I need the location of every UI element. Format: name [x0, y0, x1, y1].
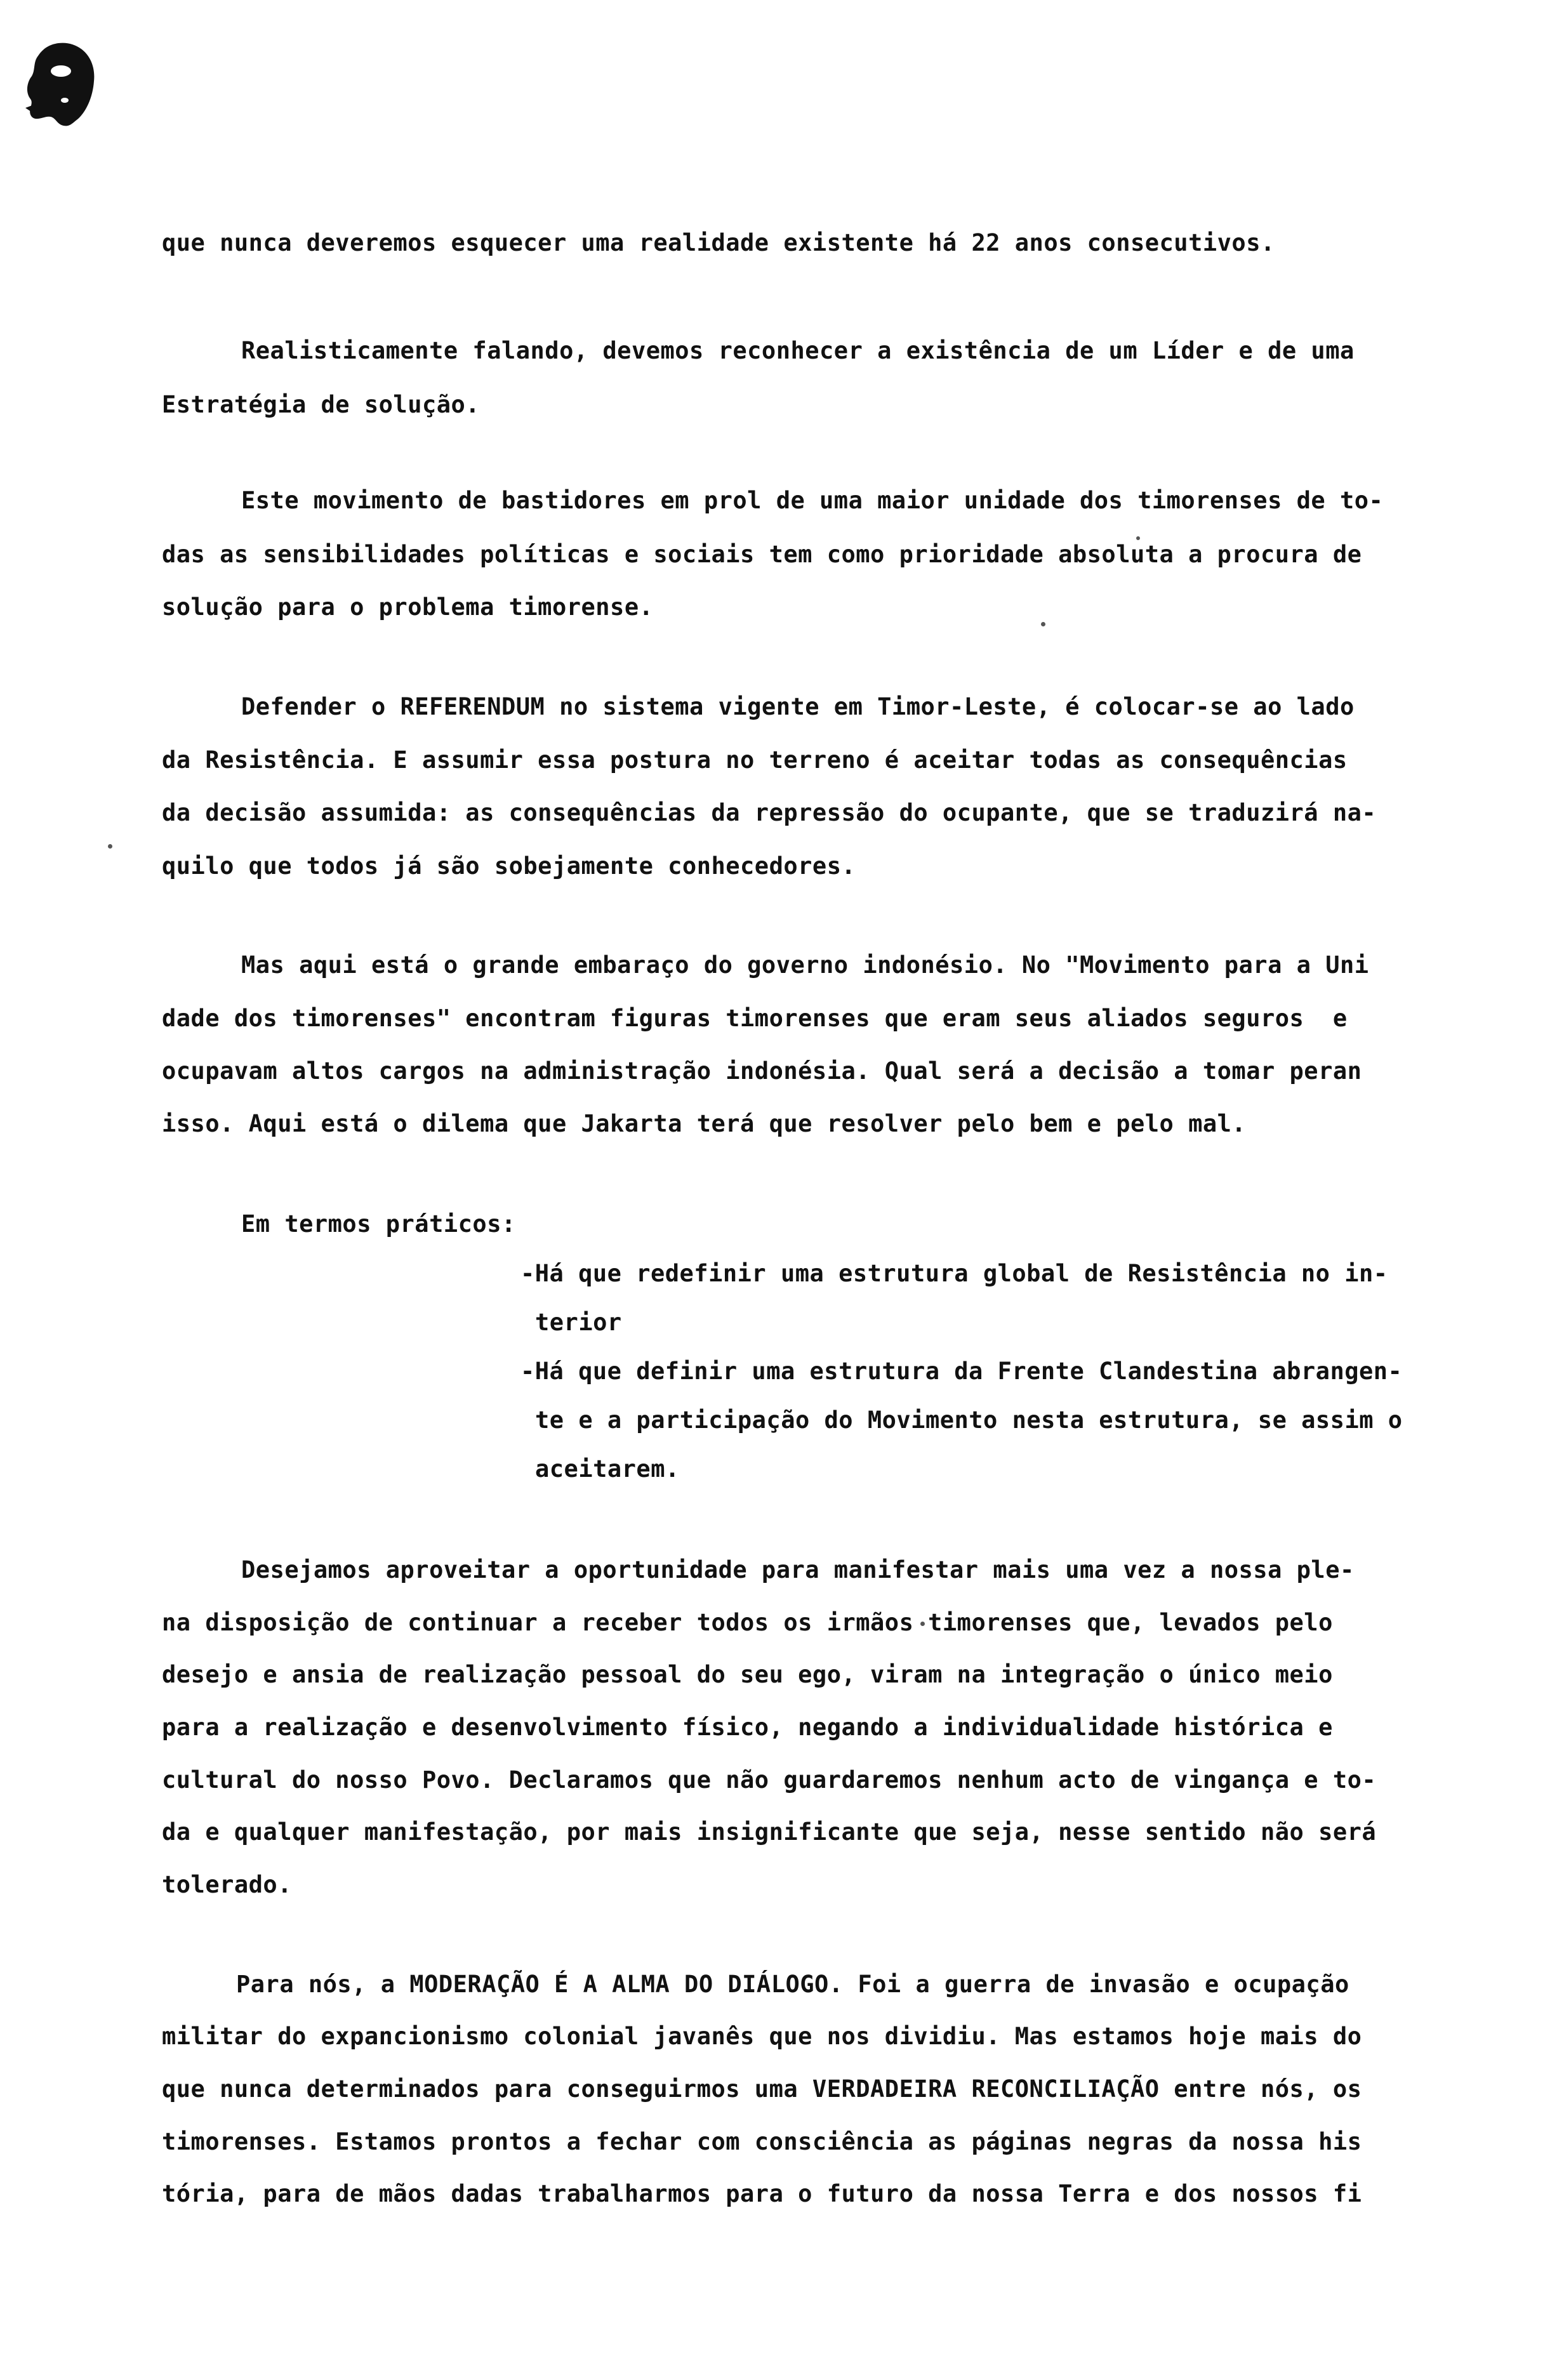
- text-line: Para nós, a MODERAÇÃO É A ALMA DO DIÁLOGO. Foi a guerra de invasão e ocupação: [236, 1971, 1349, 1998]
- text-line: Mas aqui está o grande embaraço do governo indonésio. No "Movimento para a Uni: [241, 951, 1369, 979]
- text-line: ocupavam altos cargos na administração indonésia. Qual será a decisão a tomar peran: [162, 1057, 1362, 1085]
- stray-dot: [108, 844, 112, 849]
- text-line: Estratégia de solução.: [162, 391, 480, 418]
- text-line: desejo e ansia de realização pessoal do seu ego, viram na integração o único meio: [162, 1661, 1333, 1688]
- text-line: na disposição de continuar a receber todos os irmãos timorenses que, levados pelo: [162, 1609, 1333, 1636]
- text-line: das as sensibilidades políticas e sociais tem como prioridade absoluta a procura de: [162, 541, 1362, 568]
- text-line: da decisão assumida: as consequências da repressão do ocupante, que se traduzirá na-: [162, 799, 1377, 826]
- list-item-line: te e a participação do Movimento nesta estrutura, se assim o: [535, 1406, 1403, 1434]
- text-line: quilo que todos já são sobejamente conhecedores.: [162, 852, 856, 880]
- list-item-line: -Há que redefinir uma estrutura global de Resistência no in-: [520, 1260, 1388, 1287]
- text-line: tolerado.: [162, 1871, 292, 1898]
- list-item-line: -Há que definir uma estrutura da Frente Clandestina abrangen-: [520, 1358, 1403, 1385]
- text-line: para a realização e desenvolvimento físico, negando a individualidade histórica e: [162, 1714, 1333, 1741]
- text-line: tória, para de mãos dadas trabalharmos para o futuro da nossa Terra e dos nossos fi: [162, 2180, 1362, 2207]
- text-line: Este movimento de bastidores em prol de uma maior unidade dos timorenses de to-: [241, 487, 1384, 514]
- stray-dot: [1136, 536, 1140, 540]
- ink-blot-icon: [19, 38, 102, 133]
- list-item-line: terior: [535, 1309, 622, 1336]
- text-line: Desejamos aproveitar a oportunidade para manifestar mais uma vez a nossa ple-: [241, 1556, 1355, 1583]
- text-line: militar do expancionismo colonial javanês que nos dividiu. Mas estamos hoje mais do: [162, 2023, 1362, 2050]
- text-line: Realisticamente falando, devemos reconhecer a existência de um Líder e de uma: [241, 337, 1355, 364]
- list-item-line: aceitarem.: [535, 1455, 680, 1483]
- text-line: isso. Aqui está o dilema que Jakarta terá que resolver pelo bem e pelo mal.: [162, 1110, 1247, 1137]
- text-line: que nunca determinados para conseguirmos uma VERDADEIRA RECONCILIAÇÃO entre nós, os: [162, 2075, 1362, 2103]
- text-line: timorenses. Estamos prontos a fechar com consciência as páginas negras da nossa his: [162, 2128, 1362, 2155]
- text-line: da Resistência. E assumir essa postura no terreno é aceitar todas as consequências: [162, 746, 1348, 774]
- stray-dot: [1041, 622, 1045, 626]
- text-line: Defender o REFERENDUM no sistema vigente em Timor-Leste, é colocar-se ao lado: [241, 693, 1355, 720]
- text-line: dade dos timorenses" encontram figuras timorenses que eram seus aliados seguros e: [162, 1005, 1348, 1032]
- text-line: solução para o problema timorense.: [162, 593, 654, 621]
- section-heading: Em termos práticos:: [241, 1210, 516, 1238]
- text-line: da e qualquer manifestação, por mais insignificante que seja, nesse sentido não será: [162, 1818, 1377, 1846]
- text-line: cultural do nosso Povo. Declaramos que não guardaremos nenhum acto de vingança e to-: [162, 1766, 1377, 1794]
- text-line: que nunca deveremos esquecer uma realidade existente há 22 anos consecutivos.: [162, 229, 1275, 256]
